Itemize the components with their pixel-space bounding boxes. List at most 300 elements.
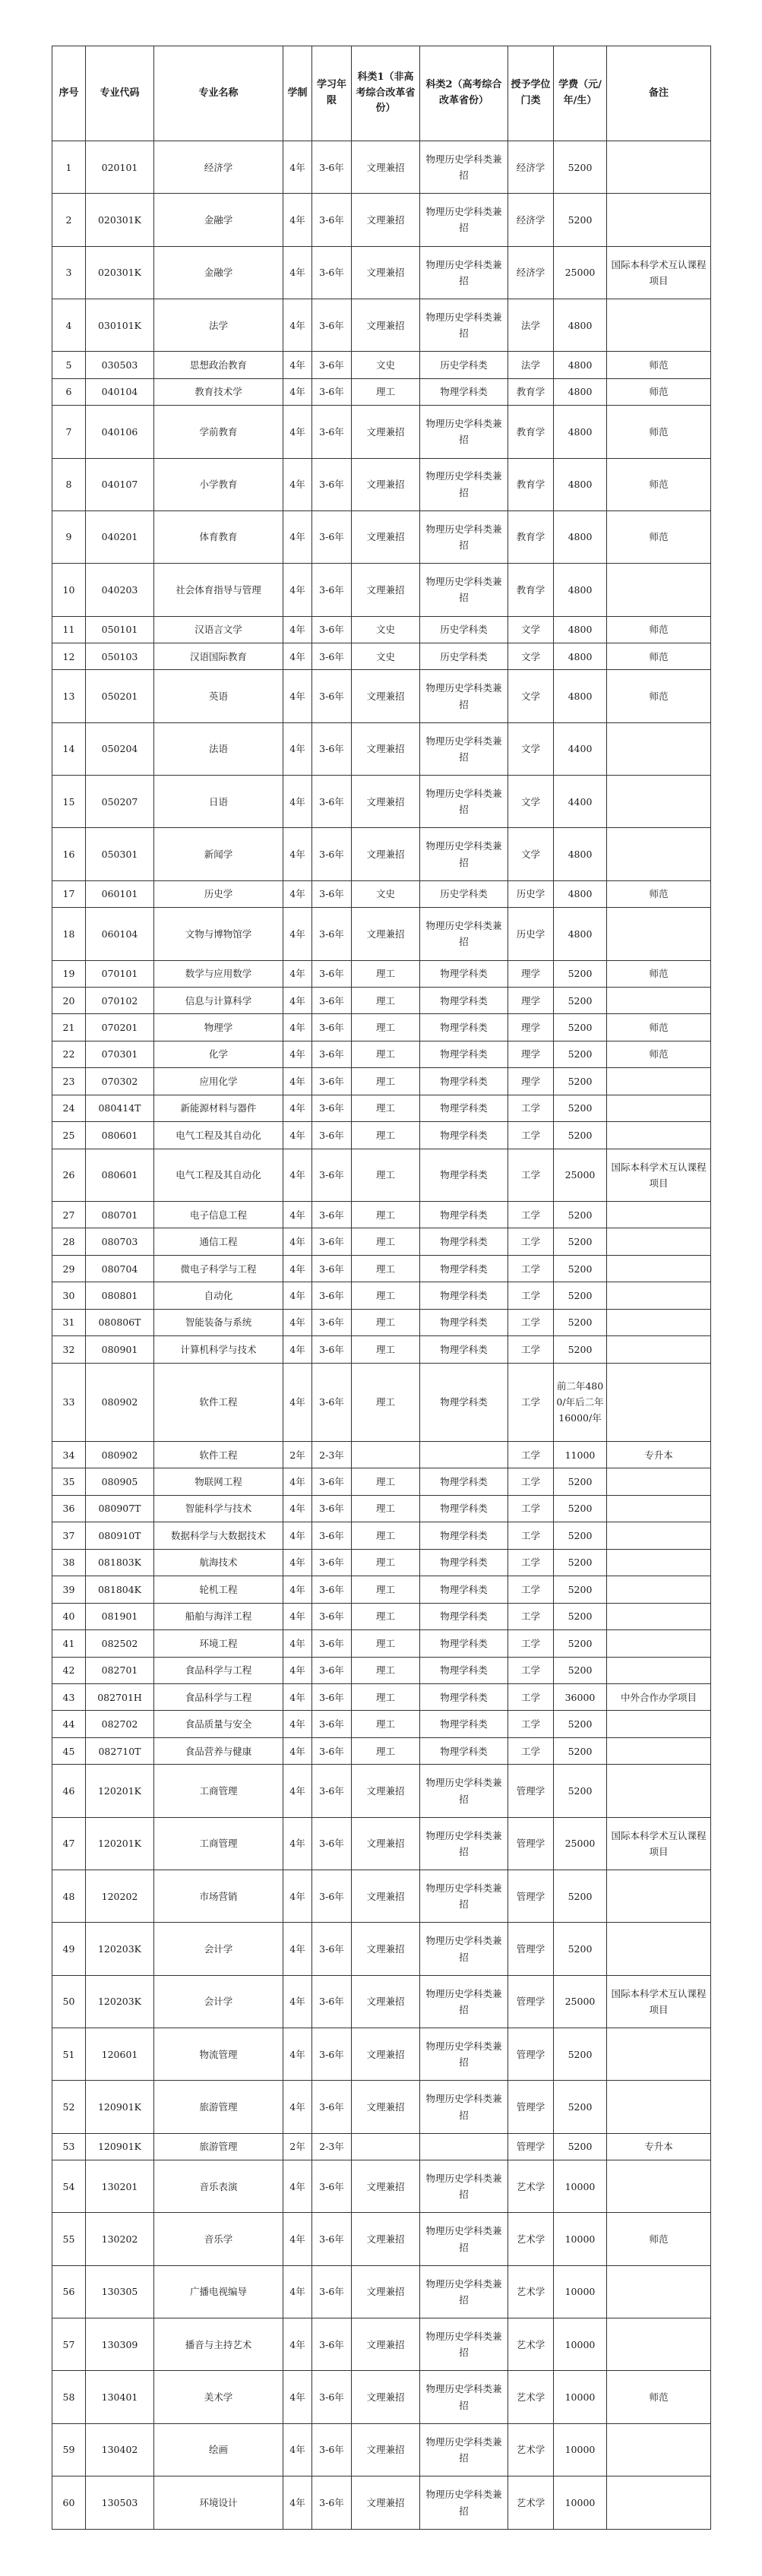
cell-study-years: 3-6年 [312,299,352,351]
table-row [52,1122,711,1149]
cell-degree: 经济学 [508,141,554,194]
cell-tuition: 5200 [554,1765,607,1817]
cell-category-1: 文理兼招 [352,246,420,299]
cell-seq: 40 [52,1603,86,1629]
cell-category-1: 理工 [352,1737,420,1764]
cell-seq: 8 [52,458,86,510]
cell-study-years: 3-6年 [312,776,352,828]
cell-tuition: 11000 [554,1441,607,1468]
cell-seq: 1 [52,141,86,194]
cell-code: 120202 [86,1870,154,1923]
cell-category-1: 文理兼招 [352,2423,420,2476]
cell-notes [607,1202,711,1228]
cell-seq: 45 [52,1737,86,1764]
cell-notes: 师范 [607,880,711,907]
cell-study-years: 3-6年 [312,1041,352,1067]
cell-notes: 师范 [607,616,711,643]
cell-tuition: 36000 [554,1684,607,1711]
cell-name: 微电子科学与工程 [154,1255,283,1282]
cell-duration: 4年 [283,1576,312,1603]
cell-category-2 [420,2133,508,2160]
cell-duration: 4年 [283,2213,312,2265]
cell-degree: 艺术学 [508,2476,554,2530]
cell-degree: 管理学 [508,1870,554,1923]
cell-tuition: 4800 [554,299,607,351]
cell-name: 法语 [154,722,283,775]
cell-category-1 [352,2133,420,2160]
cell-name: 物流管理 [154,2028,283,2081]
cell-degree: 工学 [508,1363,554,1441]
cell-seq: 57 [52,2318,86,2371]
cell-notes [607,1765,711,1817]
cell-code: 050204 [86,722,154,775]
cell-name: 电子信息工程 [154,1202,283,1228]
cell-notes [607,1363,711,1441]
cell-code: 081901 [86,1603,154,1629]
cell-degree: 文学 [508,828,554,880]
table-row [52,352,711,378]
cell-study-years: 2-3年 [312,1441,352,1468]
cell-notes [607,1711,711,1737]
cell-code: 020301K [86,246,154,299]
cell-seq: 59 [52,2423,86,2476]
cell-name: 计算机科学与技术 [154,1336,283,1363]
cell-degree: 理学 [508,960,554,987]
cell-degree: 文学 [508,776,554,828]
cell-name: 音乐学 [154,2213,283,2265]
table-row [52,2133,711,2160]
cell-duration: 4年 [283,564,312,616]
header-name: 专业名称 [154,46,283,141]
cell-name: 数学与应用数学 [154,960,283,987]
cell-duration: 4年 [283,2371,312,2423]
cell-category-1: 理工 [352,1068,420,1095]
cell-tuition: 25000 [554,246,607,299]
table-row [52,458,711,510]
cell-name: 会计学 [154,1923,283,1975]
cell-code: 080703 [86,1228,154,1255]
table-row [52,1603,711,1629]
cell-study-years: 3-6年 [312,378,352,405]
cell-name: 船舶与海洋工程 [154,1603,283,1629]
cell-tuition: 5200 [554,1095,607,1121]
cell-code: 080806T [86,1309,154,1335]
cell-study-years: 3-6年 [312,880,352,907]
cell-category-1: 文理兼招 [352,2371,420,2423]
cell-degree: 工学 [508,1228,554,1255]
cell-study-years: 3-6年 [312,1711,352,1737]
cell-code: 050301 [86,828,154,880]
cell-tuition: 5200 [554,1522,607,1549]
cell-name: 物联网工程 [154,1468,283,1495]
cell-seq: 20 [52,987,86,1013]
cell-study-years: 3-6年 [312,246,352,299]
cell-category-1: 文理兼招 [352,722,420,775]
cell-study-years: 3-6年 [312,1014,352,1041]
cell-code: 120201K [86,1817,154,1870]
cell-name: 思想政治教育 [154,352,283,378]
cell-seq: 33 [52,1363,86,1441]
table-row [52,1309,711,1335]
cell-code: 040106 [86,406,154,458]
cell-notes [607,1122,711,1149]
table-row [52,2265,711,2318]
cell-notes: 师范 [607,2213,711,2265]
cell-study-years: 3-6年 [312,1095,352,1121]
cell-duration: 4年 [283,908,312,960]
cell-notes [607,1576,711,1603]
cell-name: 日语 [154,776,283,828]
cell-degree: 工学 [508,1282,554,1309]
cell-degree: 艺术学 [508,2213,554,2265]
cell-notes: 国际本科学术互认课程项目 [607,1975,711,2028]
cell-duration: 4年 [283,1255,312,1282]
cell-category-1: 理工 [352,1228,420,1255]
cell-degree: 工学 [508,1603,554,1629]
cell-notes [607,1923,711,1975]
cell-seq: 11 [52,616,86,643]
cell-seq: 21 [52,1014,86,1041]
header-tuition: 学费（元/年/生） [554,46,607,141]
cell-tuition: 10000 [554,2371,607,2423]
cell-tuition: 4800 [554,564,607,616]
cell-seq: 43 [52,1684,86,1711]
cell-tuition: 5200 [554,1495,607,1522]
table-row [52,1149,711,1201]
cell-category-2: 物理学科类 [420,1711,508,1737]
cell-name: 体育教育 [154,510,283,563]
cell-seq: 6 [52,378,86,405]
cell-tuition: 5200 [554,2081,607,2133]
cell-duration: 4年 [283,1870,312,1923]
cell-tuition: 10000 [554,2476,607,2530]
cell-seq: 3 [52,246,86,299]
cell-code: 082701H [86,1684,154,1711]
cell-code: 082702 [86,1711,154,1737]
cell-study-years: 3-6年 [312,1228,352,1255]
cell-category-2: 物理历史学科类兼招 [420,776,508,828]
cell-seq: 56 [52,2265,86,2318]
cell-seq: 14 [52,722,86,775]
cell-category-2: 物理学科类 [420,378,508,405]
table-row [52,670,711,722]
cell-category-2: 物理学科类 [420,1309,508,1335]
table-row [52,722,711,775]
cell-notes: 师范 [607,510,711,563]
cell-duration: 4年 [283,194,312,246]
cell-duration: 4年 [283,406,312,458]
cell-tuition: 5200 [554,141,607,194]
cell-study-years: 3-6年 [312,141,352,194]
cell-name: 旅游管理 [154,2133,283,2160]
cell-category-1: 文理兼招 [352,828,420,880]
cell-tuition: 5200 [554,987,607,1013]
cell-tuition: 5200 [554,1068,607,1095]
table-row [52,2371,711,2423]
cell-study-years: 3-6年 [312,2160,352,2213]
cell-tuition: 4800 [554,880,607,907]
cell-category-2: 物理历史学科类兼招 [420,564,508,616]
cell-category-1: 文史 [352,616,420,643]
cell-seq: 29 [52,1255,86,1282]
cell-duration: 4年 [283,643,312,669]
cell-study-years: 3-6年 [312,2081,352,2133]
cell-degree: 法学 [508,299,554,351]
table-row [52,246,711,299]
cell-name: 法学 [154,299,283,351]
cell-code: 130305 [86,2265,154,2318]
cell-notes: 专升本 [607,1441,711,1468]
cell-category-2: 物理历史学科类兼招 [420,2028,508,2081]
cell-category-1: 理工 [352,1336,420,1363]
cell-name: 航海技术 [154,1549,283,1576]
cell-category-2: 物理学科类 [420,1363,508,1441]
cell-category-1: 理工 [352,1041,420,1067]
cell-duration: 4年 [283,2028,312,2081]
cell-seq: 22 [52,1041,86,1067]
table-row [52,1441,711,1468]
cell-study-years: 3-6年 [312,1495,352,1522]
cell-name: 通信工程 [154,1228,283,1255]
cell-tuition: 25000 [554,1817,607,1870]
cell-seq: 24 [52,1095,86,1121]
cell-study-years: 3-6年 [312,352,352,378]
cell-category-1: 理工 [352,1522,420,1549]
cell-code: 040201 [86,510,154,563]
cell-tuition: 5200 [554,1576,607,1603]
cell-category-2: 物理学科类 [420,987,508,1013]
cell-degree: 文学 [508,722,554,775]
cell-degree: 艺术学 [508,2371,554,2423]
cell-code: 082502 [86,1630,154,1657]
cell-name: 美术学 [154,2371,283,2423]
cell-tuition: 5200 [554,1309,607,1335]
cell-category-1: 理工 [352,1468,420,1495]
cell-code: 130402 [86,2423,154,2476]
cell-duration: 4年 [283,2318,312,2371]
table-row [52,141,711,194]
cell-study-years: 3-6年 [312,1549,352,1576]
cell-tuition: 5200 [554,194,607,246]
table-row [52,1870,711,1923]
header-category-1: 科类1（非高考综合改革省份） [352,46,420,141]
cell-study-years: 3-6年 [312,2318,352,2371]
cell-name: 自动化 [154,1282,283,1309]
cell-study-years: 3-6年 [312,1817,352,1870]
cell-degree: 管理学 [508,2028,554,2081]
cell-category-1: 理工 [352,1095,420,1121]
cell-seq: 13 [52,670,86,722]
cell-degree: 管理学 [508,1975,554,2028]
cell-category-2: 历史学科类 [420,880,508,907]
cell-duration: 4年 [283,776,312,828]
cell-name: 会计学 [154,1975,283,2028]
cell-category-2: 物理学科类 [420,1495,508,1522]
table-row [52,643,711,669]
cell-category-2: 物理历史学科类兼招 [420,2265,508,2318]
cell-study-years: 3-6年 [312,987,352,1013]
cell-name: 汉语言文学 [154,616,283,643]
cell-notes [607,908,711,960]
cell-duration: 4年 [283,1095,312,1121]
cell-category-1: 文史 [352,880,420,907]
cell-degree: 理学 [508,987,554,1013]
cell-degree: 经济学 [508,194,554,246]
cell-study-years: 3-6年 [312,1468,352,1495]
cell-tuition: 4800 [554,828,607,880]
cell-name: 食品营养与健康 [154,1737,283,1764]
cell-notes [607,1630,711,1657]
cell-name: 播音与主持艺术 [154,2318,283,2371]
cell-study-years: 3-6年 [312,1336,352,1363]
cell-category-1: 理工 [352,1576,420,1603]
cell-category-2: 物理学科类 [420,1468,508,1495]
cell-tuition: 4800 [554,458,607,510]
cell-degree: 工学 [508,1095,554,1121]
cell-code: 070102 [86,987,154,1013]
cell-study-years: 3-6年 [312,406,352,458]
cell-seq: 28 [52,1228,86,1255]
cell-category-1: 理工 [352,378,420,405]
cell-category-2: 物理学科类 [420,1657,508,1683]
cell-seq: 46 [52,1765,86,1817]
cell-category-2: 物理历史学科类兼招 [420,2318,508,2371]
cell-seq: 53 [52,2133,86,2160]
cell-degree: 工学 [508,1576,554,1603]
cell-study-years: 3-6年 [312,1202,352,1228]
table-row [52,510,711,563]
cell-tuition: 5200 [554,2133,607,2160]
cell-degree: 工学 [508,1468,554,1495]
cell-category-1: 文理兼招 [352,2028,420,2081]
cell-tuition: 4400 [554,776,607,828]
cell-duration: 4年 [283,1495,312,1522]
cell-category-1: 理工 [352,1603,420,1629]
cell-name: 轮机工程 [154,1576,283,1603]
cell-duration: 4年 [283,1684,312,1711]
cell-category-2: 物理学科类 [420,1576,508,1603]
cell-duration: 4年 [283,616,312,643]
cell-category-1: 文史 [352,643,420,669]
cell-code: 050103 [86,643,154,669]
header-degree: 授予学位门类 [508,46,554,141]
table-row [52,1041,711,1067]
cell-study-years: 3-6年 [312,2265,352,2318]
cell-code: 120901K [86,2081,154,2133]
cell-category-1: 文理兼招 [352,2476,420,2530]
table-row [52,2476,711,2530]
cell-code: 070201 [86,1014,154,1041]
cell-seq: 44 [52,1711,86,1737]
cell-notes: 师范 [607,670,711,722]
cell-study-years: 3-6年 [312,1149,352,1201]
cell-degree: 理学 [508,1014,554,1041]
cell-degree: 工学 [508,1255,554,1282]
cell-duration: 4年 [283,1336,312,1363]
cell-category-2: 物理历史学科类兼招 [420,1975,508,2028]
cell-name: 音乐表演 [154,2160,283,2213]
cell-study-years: 3-6年 [312,670,352,722]
cell-study-years: 3-6年 [312,1923,352,1975]
cell-notes [607,1549,711,1576]
cell-seq: 35 [52,1468,86,1495]
cell-code: 080414T [86,1095,154,1121]
cell-tuition: 5200 [554,960,607,987]
cell-notes [607,1870,711,1923]
cell-tuition: 前二年4800/年后二年16000/年 [554,1363,607,1441]
cell-study-years: 3-6年 [312,1630,352,1657]
table-row [52,1255,711,1282]
cell-code: 080601 [86,1149,154,1201]
cell-seq: 15 [52,776,86,828]
cell-duration: 4年 [283,1923,312,1975]
cell-category-1: 文理兼招 [352,2265,420,2318]
cell-degree: 艺术学 [508,2318,554,2371]
cell-degree: 艺术学 [508,2265,554,2318]
cell-notes: 师范 [607,378,711,405]
cell-degree: 管理学 [508,2133,554,2160]
cell-degree: 文学 [508,670,554,722]
cell-code: 120601 [86,2028,154,2081]
cell-code: 070101 [86,960,154,987]
cell-tuition: 5200 [554,1737,607,1764]
cell-tuition: 5200 [554,1923,607,1975]
cell-duration: 4年 [283,1309,312,1335]
cell-notes [607,1309,711,1335]
cell-name: 新闻学 [154,828,283,880]
table-row [52,1711,711,1737]
cell-name: 化学 [154,1041,283,1067]
table-row [52,1014,711,1041]
cell-category-1: 理工 [352,1122,420,1149]
cell-study-years: 3-6年 [312,960,352,987]
table-row [52,1684,711,1711]
cell-category-2: 物理学科类 [420,1202,508,1228]
cell-category-2: 物理学科类 [420,1014,508,1041]
header-notes: 备注 [607,46,711,141]
cell-category-1: 文理兼招 [352,1817,420,1870]
cell-seq: 47 [52,1817,86,1870]
cell-code: 050207 [86,776,154,828]
table-row [52,2028,711,2081]
table-row [52,1576,711,1603]
cell-category-1: 文理兼招 [352,406,420,458]
cell-degree: 艺术学 [508,2423,554,2476]
cell-tuition: 5200 [554,1041,607,1067]
cell-code: 080601 [86,1122,154,1149]
cell-seq: 58 [52,2371,86,2423]
cell-tuition: 4400 [554,722,607,775]
cell-tuition: 5200 [554,2028,607,2081]
cell-seq: 50 [52,1975,86,2028]
cell-category-1: 文理兼招 [352,1923,420,1975]
cell-notes [607,2160,711,2213]
cell-degree: 工学 [508,1630,554,1657]
cell-duration: 4年 [283,2265,312,2318]
cell-duration: 4年 [283,2081,312,2133]
cell-seq: 60 [52,2476,86,2530]
cell-duration: 4年 [283,1068,312,1095]
table-row [52,1657,711,1683]
cell-tuition: 4800 [554,908,607,960]
cell-study-years: 3-6年 [312,1363,352,1441]
cell-notes: 师范 [607,352,711,378]
cell-name: 旅游管理 [154,2081,283,2133]
cell-degree: 工学 [508,1684,554,1711]
cell-category-2: 物理历史学科类兼招 [420,1923,508,1975]
cell-degree: 工学 [508,1202,554,1228]
cell-degree: 教育学 [508,406,554,458]
